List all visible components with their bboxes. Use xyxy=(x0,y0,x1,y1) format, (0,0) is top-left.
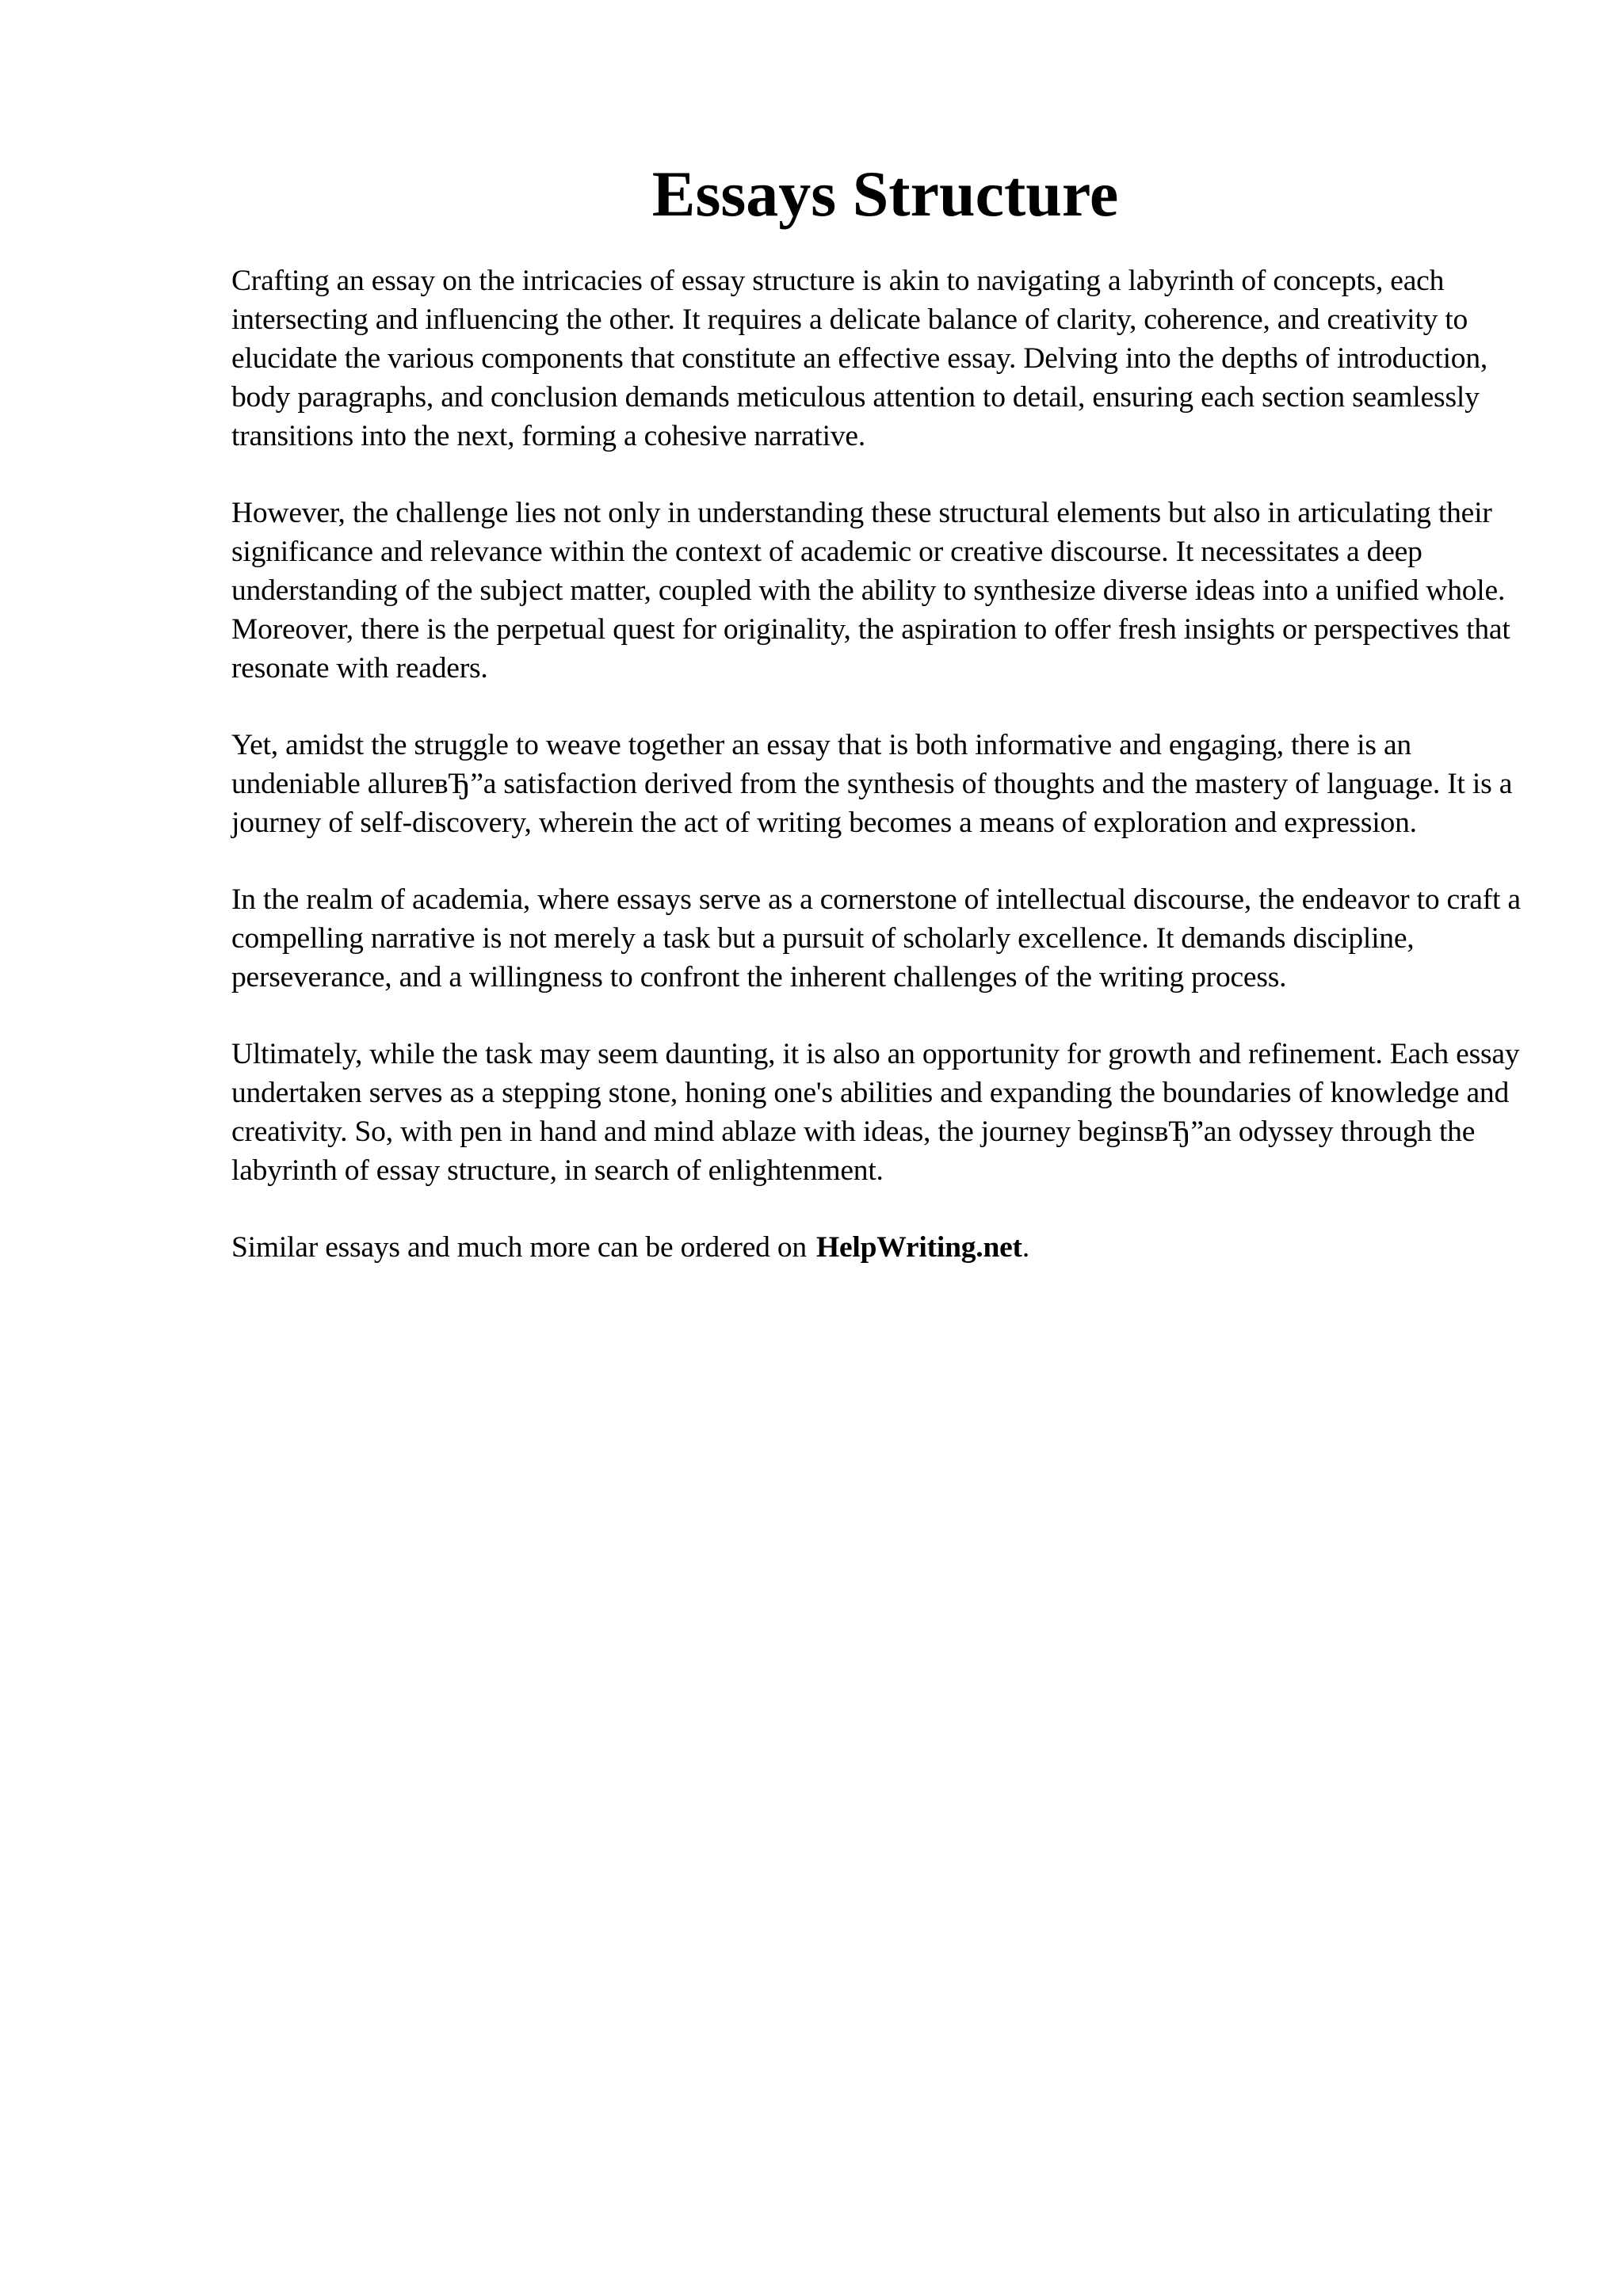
paragraph-3: Yet, amidst the struggle to weave together an essay that is both informative and engaging, there is an undeniable allureвЂ”a satisfaction derived from the synthesis of thoughts and the mastery of language. It is a journey of self-discovery, wherein the act of writing becomes a means of exploration and expression. xyxy=(231,729,1513,839)
footer-line xyxy=(231,1228,1531,1267)
document-title: Essays Structure xyxy=(651,158,1119,230)
paragraph-2: However, the challenge lies not only in understanding these structural elements but also in articulating their significance and relevance within the context of academic or creative discourse. It necessitates a deep understanding of the subject matter, coupled with the ability to synthesize diverse ideas into a unified whole. Moreover, there is the perpetual quest for originality, the aspiration to offer fresh insights or perspectives that resonate with readers. xyxy=(231,497,1510,685)
document-content xyxy=(231,151,1531,1305)
paragraph-4: In the realm of academia, where essays serve as a cornerstone of intellectual discourse, the endeavor to craft a compelling narrative is not merely a task but a pursuit of scholarly excellence. It demands discipline, perseverance, and a willingness to confront the inherent challenges of the writing process. xyxy=(231,883,1521,994)
brand-link[interactable]: HelpWriting.net xyxy=(816,1231,1022,1264)
paragraph-1: Crafting an essay on the intricacies of essay structure is akin to navigating a labyrinth of concepts, each intersecting and influencing the other. It requires a delicate balance of clarity, coherence, and creativity to elucidate the various components that constitute an effective essay. Delving into the depths of introduction, body paragraphs, and conclusion demands meticulous attention to detail, ensuring each section seamlessly transitions into the next, forming a cohesive narrative. xyxy=(231,265,1488,452)
footer-period: . xyxy=(1022,1231,1030,1264)
footer-text: Similar essays and much more can be ordered on xyxy=(231,1231,807,1264)
paragraph-5: Ultimately, while the task may seem daunting, it is also an opportunity for growth and refinement. Each essay undertaken serves as a stepping stone, honing one's abilities and expanding the boundaries of knowledge and creativity. So, with pen in hand and mind ablaze with ideas, the journey beginsвЂ”an odyssey through the labyrinth of essay structure, in search of enlightenment. xyxy=(231,1038,1520,1187)
